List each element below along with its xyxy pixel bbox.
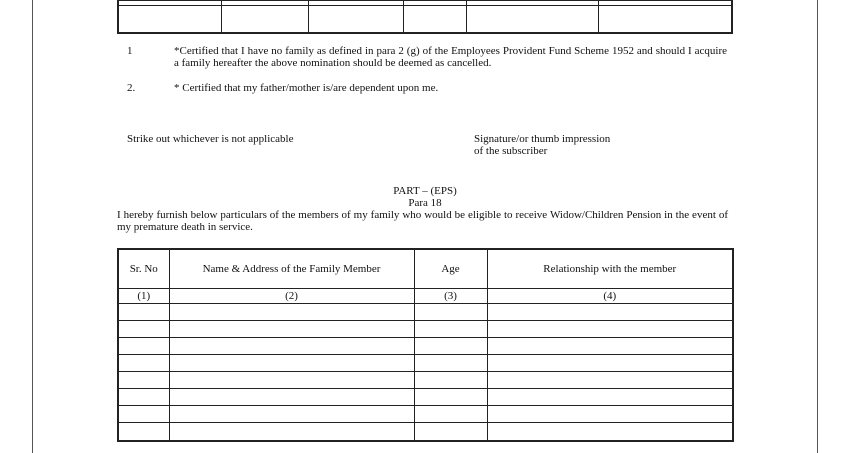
name-address-cell[interactable]	[169, 355, 414, 372]
relationship-cell[interactable]	[487, 355, 733, 372]
statement-number: 1	[127, 45, 133, 57]
top-cell[interactable]	[222, 6, 309, 34]
age-cell[interactable]	[414, 355, 487, 372]
name-address-cell[interactable]	[169, 423, 414, 442]
top-cell[interactable]	[309, 6, 404, 34]
table-row	[118, 338, 733, 355]
sr-no-cell[interactable]	[118, 423, 169, 442]
name-address-cell[interactable]	[169, 406, 414, 423]
previous-table-bottom	[117, 0, 733, 34]
strike-note: Strike out whichever is not applicable	[127, 133, 294, 145]
header-sr-no: Sr. No	[118, 249, 169, 289]
relationship-cell[interactable]	[487, 321, 733, 338]
family-members-table	[117, 248, 734, 442]
relationship-cell[interactable]	[487, 423, 733, 442]
top-cell[interactable]	[467, 6, 599, 34]
header-relationship: Relationship with the member	[487, 249, 733, 289]
name-address-cell[interactable]	[169, 338, 414, 355]
column-number: (1)	[118, 289, 169, 304]
statement-number: 2.	[127, 82, 136, 94]
table-row	[118, 423, 733, 442]
top-cell[interactable]	[118, 6, 222, 34]
sr-no-cell[interactable]	[118, 304, 169, 321]
age-cell[interactable]	[414, 406, 487, 423]
name-address-cell[interactable]	[169, 389, 414, 406]
part-title: PART – (EPS)	[393, 185, 457, 197]
table-row	[118, 304, 733, 321]
header-name-address: Name & Address of the Family Member	[169, 249, 414, 289]
column-number: (3)	[414, 289, 487, 304]
sr-no-cell[interactable]	[118, 321, 169, 338]
name-address-cell[interactable]	[169, 372, 414, 389]
table-header-row	[118, 249, 733, 289]
page-border-right	[817, 0, 818, 453]
statement-no-family: *Certified that I have no family as defined in para 2 (g) of the Employees Provident Fund Scheme 1952 and should I acquire a family hereafter the above nomination should be deemed as cancelled.	[174, 45, 727, 69]
age-cell[interactable]	[414, 423, 487, 442]
signature-block	[474, 133, 674, 157]
age-cell[interactable]	[414, 389, 487, 406]
name-address-cell[interactable]	[169, 321, 414, 338]
sr-no-cell[interactable]	[118, 338, 169, 355]
header-age: Age	[414, 249, 487, 289]
sr-no-cell[interactable]	[118, 372, 169, 389]
statement-dependent-parents: * Certified that my father/mother is/are dependent upon me.	[174, 82, 439, 94]
age-cell[interactable]	[414, 372, 487, 389]
page-border-left	[32, 0, 33, 453]
table-row	[118, 406, 733, 423]
name-address-cell[interactable]	[169, 304, 414, 321]
table-row	[118, 321, 733, 338]
column-number: (4)	[487, 289, 733, 304]
column-number: (2)	[169, 289, 414, 304]
sr-no-cell[interactable]	[118, 389, 169, 406]
table-row	[118, 389, 733, 406]
relationship-cell[interactable]	[487, 304, 733, 321]
table-row	[118, 372, 733, 389]
relationship-cell[interactable]	[487, 338, 733, 355]
age-cell[interactable]	[414, 304, 487, 321]
top-cell[interactable]	[404, 6, 467, 34]
age-cell[interactable]	[414, 321, 487, 338]
column-number-row	[118, 289, 733, 304]
para-reference: Para 18	[408, 197, 442, 209]
top-cell[interactable]	[599, 6, 733, 34]
relationship-cell[interactable]	[487, 372, 733, 389]
relationship-cell[interactable]	[487, 389, 733, 406]
signature-line2: of the subscriber	[474, 145, 548, 157]
table-row	[118, 355, 733, 372]
intro-paragraph: I hereby furnish below particulars of the members of my family who would be eligible to receive Widow/Children Pension in the event of my premature death in service.	[117, 209, 728, 233]
relationship-cell[interactable]	[487, 406, 733, 423]
sr-no-cell[interactable]	[118, 355, 169, 372]
signature-line1: Signature/or thumb impression	[474, 133, 611, 145]
sr-no-cell[interactable]	[118, 406, 169, 423]
age-cell[interactable]	[414, 338, 487, 355]
